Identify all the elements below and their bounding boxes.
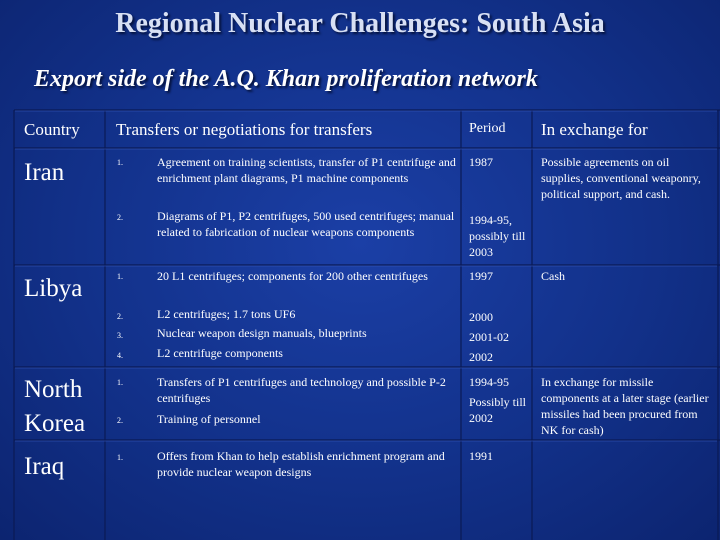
transfer-item: L2 centrifuges; 1.7 tons UF6 bbox=[157, 307, 296, 321]
item-number: 1. bbox=[117, 272, 123, 281]
item-number: 1. bbox=[117, 158, 123, 167]
header-exchange: In exchange for bbox=[541, 120, 648, 139]
period-value: 2001-02 bbox=[469, 330, 509, 344]
item-number: 1. bbox=[117, 378, 123, 387]
country-libya: Libya bbox=[24, 275, 83, 302]
item-number: 2. bbox=[117, 312, 123, 321]
country-iraq: Iraq bbox=[24, 453, 65, 480]
period-value: 1994-95, possibly till 2003 bbox=[469, 213, 526, 259]
transfer-item: Training of personnel bbox=[157, 412, 261, 426]
header-transfers: Transfers or negotiations for transfers bbox=[116, 120, 373, 139]
period-value: 2000 bbox=[469, 310, 493, 324]
item-number: 3. bbox=[117, 331, 123, 340]
country-iran: Iran bbox=[24, 159, 65, 186]
period-value: 1987 bbox=[469, 155, 493, 169]
slide-title: Regional Nuclear Challenges: South Asia bbox=[115, 8, 605, 39]
transfer-item: Diagrams of P1, P2 centrifuges, 500 used centrifuges; manual related to fabrication of nuclear weapons components bbox=[157, 209, 455, 239]
item-number: 4. bbox=[117, 351, 123, 360]
item-number: 2. bbox=[117, 213, 123, 222]
period-value: Possibly till 2002 bbox=[469, 395, 527, 425]
period-value: 2002 bbox=[469, 350, 493, 364]
slide-subtitle: Export side of the A.Q. Khan proliferation network bbox=[34, 66, 538, 92]
country-north-korea: North Korea bbox=[24, 376, 86, 437]
period-value: 1994-95 bbox=[469, 375, 509, 389]
header-period: Period bbox=[469, 121, 506, 136]
item-number: 1. bbox=[117, 453, 123, 462]
period-value: 1997 bbox=[469, 269, 493, 283]
exchange-value: In exchange for missile components at a later stage (earlier missiles had been procured from NK for cash) bbox=[541, 375, 709, 437]
transfer-item: Agreement on training scientists, transfer of P1 centrifuge and enrichment plant diagrams, P1 machine components bbox=[157, 155, 456, 185]
item-number: 2. bbox=[117, 416, 123, 425]
transfer-item: Nuclear weapon design manuals, blueprints bbox=[157, 326, 367, 340]
transfer-item: Offers from Khan to help establish enrichment program and provide nuclear weapon designs bbox=[157, 449, 445, 479]
header-country: Country bbox=[24, 120, 80, 139]
transfer-item: L2 centrifuge components bbox=[157, 346, 283, 360]
exchange-value: Possible agreements on oil supplies, conventional weaponry, political support, and cash. bbox=[541, 155, 701, 201]
exchange-value: Cash bbox=[541, 269, 565, 283]
transfer-item: 20 L1 centrifuges; components for 200 other centrifuges bbox=[157, 269, 428, 283]
period-value: 1991 bbox=[469, 449, 493, 463]
transfer-item: Transfers of P1 centrifuges and technology and possible P-2 centrifuges bbox=[157, 375, 446, 405]
